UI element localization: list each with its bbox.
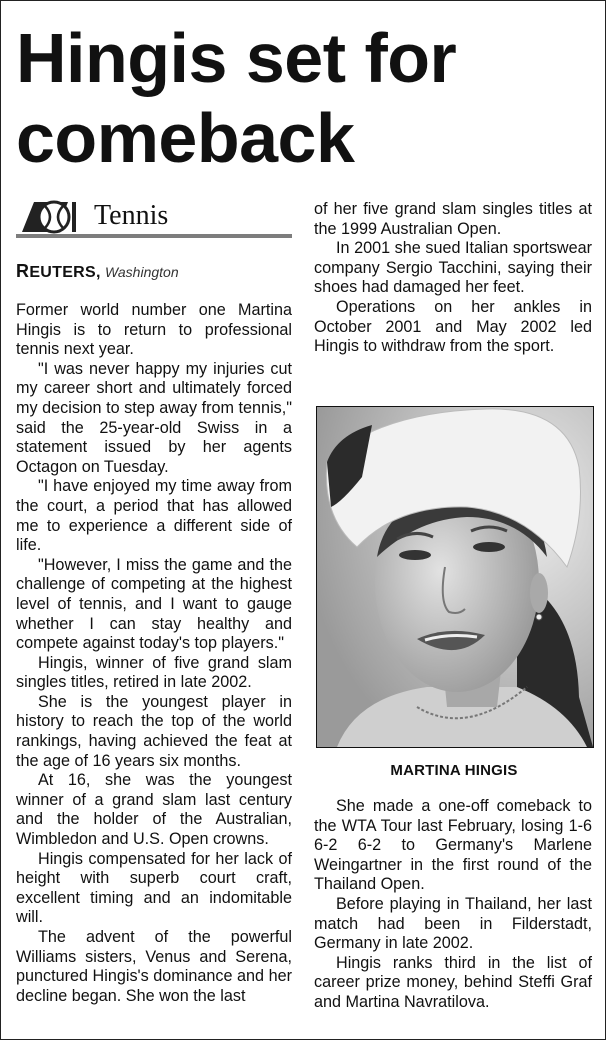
paragraph: At 16, she was the youngest winner of a grand slam last century and the holder of the Australian, Wimbledon and U.S. Open crowns. bbox=[16, 771, 292, 849]
photo-caption: MARTINA HINGIS bbox=[390, 762, 518, 779]
dateline-place: Washington bbox=[104, 264, 179, 280]
section-rule bbox=[16, 234, 292, 238]
paragraph: "However, I miss the game and the challenge of competing at the highest level of tennis, and I want to gauge whether I can stay healthy and compete against today's top players." bbox=[16, 555, 292, 653]
paragraph: Former world number one Martina Hingis is to return to professional tennis next year. bbox=[16, 301, 292, 359]
article-column-1 bbox=[16, 301, 292, 1006]
dateline-agency: REUTERS, bbox=[16, 261, 101, 281]
paragraph: Hingis ranks third in the list of career prize money, behind Steffi Graf and Martina Navratilova. bbox=[314, 953, 592, 1011]
paragraph: In 2001 she sued Italian sportswear company Sergio Tacchini, saying their shoes had damaged her feet. bbox=[314, 239, 592, 297]
section-name: Tennis bbox=[94, 200, 169, 231]
paragraph: Hingis, winner of five grand slam singles titles, retired in late 2002. bbox=[16, 653, 292, 692]
paragraph: Operations on her ankles in October 2001 and May 2002 led Hingis to withdraw from the sport. bbox=[314, 297, 592, 356]
paragraph: She made a one-off comeback to the WTA Tour last February, losing 1-6 6-2 6-2 to Germany's Marlene Weingartner in the first round of the Thailand Open. bbox=[314, 797, 592, 894]
headline: Hingis set for comeback bbox=[16, 19, 457, 177]
article-photo bbox=[316, 406, 594, 748]
paragraph: "I was never happy my injuries cut my career short and ultimately forced my decision to step away from tennis," said the 25-year-old Swiss in a statement issued by her agents Octagon on Tuesday. bbox=[16, 359, 292, 476]
article-column-2-top bbox=[314, 200, 592, 357]
paragraph: of her five grand slam singles titles at the 1999 Australian Open. bbox=[314, 200, 592, 238]
paragraph: Hingis compensated for her lack of height with superb court craft, excellent timing and an indomitable will. bbox=[16, 849, 292, 927]
section-tag bbox=[16, 196, 292, 242]
portrait-image bbox=[317, 407, 593, 747]
paragraph: She is the youngest player in history to reach the top of the world rankings, having achieved the feat at the age of 16 years six months. bbox=[16, 692, 292, 770]
paragraph: Before playing in Thailand, her last match had been in Filderstadt, Germany in late 2002. bbox=[314, 894, 592, 953]
paragraph: The advent of the powerful Williams sisters, Venus and Serena, punctured Hingis's dominance and her decline began. She won the last bbox=[16, 928, 292, 1005]
article-column-2-bottom bbox=[314, 797, 592, 1013]
dateline bbox=[16, 261, 179, 282]
paragraph: "I have enjoyed my time away from the court, a period that has allowed me to experience a different side of life. bbox=[16, 477, 292, 555]
tennis-ball-logo-icon bbox=[18, 196, 84, 236]
